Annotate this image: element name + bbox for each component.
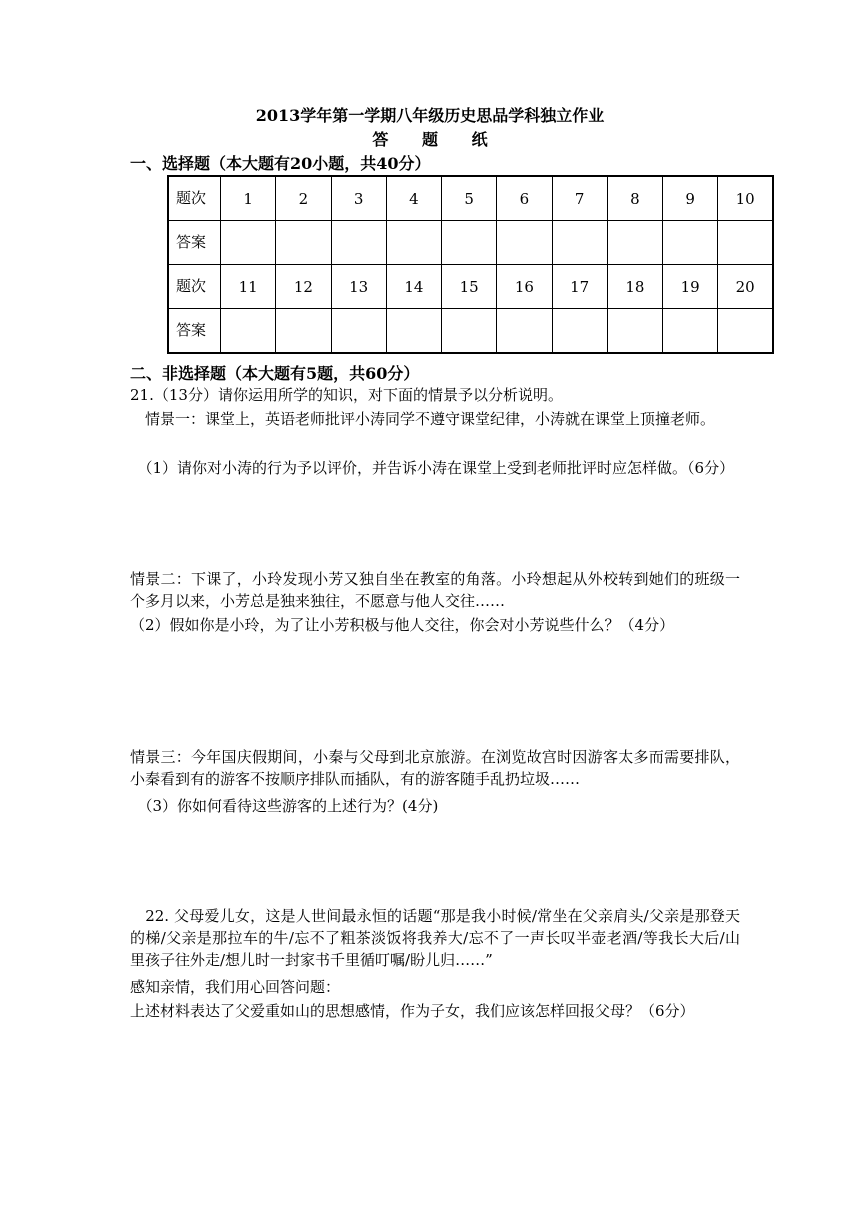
question-21-scene-1: 情景一：课堂上，英语老师批评小涛同学不遵守课堂纪律，小涛就在课堂上顶撞老师。 <box>130 410 716 428</box>
answer-cell[interactable] <box>663 309 718 354</box>
answer-cell[interactable] <box>221 221 276 265</box>
answer-cell[interactable] <box>386 309 441 354</box>
question-number-cell: 20 <box>718 265 773 309</box>
row-label-number: 题次 <box>168 176 221 221</box>
question-22-question: 上述材料表达了父爱重如山的思想感情，作为子女，我们应该怎样回报父母？（6分） <box>130 1002 695 1020</box>
question-21-scene-2: 情景二：下课了，小玲发现小芳又独自坐在教室的角落。小玲想起从外校转到她们的班级一个多月以来，小芳总是独来独往，不愿意与他人交往…… <box>130 570 740 610</box>
answer-cell[interactable] <box>276 221 331 265</box>
answer-cell[interactable] <box>497 221 552 265</box>
answer-cell[interactable] <box>718 309 773 354</box>
question-number-cell: 8 <box>607 176 662 221</box>
question-number-cell: 17 <box>552 265 607 309</box>
row-label-number: 题次 <box>168 265 221 309</box>
question-number-cell: 19 <box>663 265 718 309</box>
answer-grid-table <box>167 175 774 354</box>
row-label-answer: 答案 <box>168 221 221 265</box>
question-number-cell: 13 <box>331 265 386 309</box>
answer-cell[interactable] <box>386 221 441 265</box>
question-22-text: 22. 父母爱儿女，这是人世间最永恒的话题“那是我小时候/常坐在父亲肩头/父亲是那登天的梯/父亲是那拉车的牛/忘不了粗茶淡饭将我养大/忘不了一声长叹半壶老酒/等我长大后/山里孩子往外走/想儿时一封家书千里循叮嘱/盼儿归……” <box>130 907 740 969</box>
question-number-cell: 2 <box>276 176 331 221</box>
answer-cell[interactable] <box>497 309 552 354</box>
question-number-cell: 18 <box>607 265 662 309</box>
answer-cell[interactable] <box>221 309 276 354</box>
question-number-cell: 3 <box>331 176 386 221</box>
section-1-heading: 一、选择题（本大题有20小题，共40分） <box>130 154 431 173</box>
answer-cell[interactable] <box>331 221 386 265</box>
question-number-cell: 14 <box>386 265 441 309</box>
question-number-cell: 1 <box>221 176 276 221</box>
question-21-part-3: （3）你如何看待这些游客的上述行为？(4分) <box>130 797 439 815</box>
question-number-cell: 6 <box>497 176 552 221</box>
question-21-part-2: （2）假如你是小玲，为了让小芳积极与他人交往，你会对小芳说些什么？（4分） <box>130 616 675 634</box>
question-21-part-1: （1）请你对小涛的行为予以评价，并告诉小涛在课堂上受到老师批评时应怎样做。（6分） <box>130 459 735 477</box>
row-label-answer: 答案 <box>168 309 221 354</box>
answer-cell[interactable] <box>718 221 773 265</box>
question-number-cell: 11 <box>221 265 276 309</box>
question-22-prompt: 感知亲情，我们用心回答问题： <box>130 978 341 996</box>
question-number-cell: 10 <box>718 176 773 221</box>
document-title: 2013学年第一学期八年级历史思品学科独立作业 <box>255 106 605 125</box>
question-number-cell: 16 <box>497 265 552 309</box>
question-number-cell: 4 <box>386 176 441 221</box>
answer-cell[interactable] <box>607 221 662 265</box>
table-row <box>168 221 773 265</box>
answer-cell[interactable] <box>331 309 386 354</box>
answer-cell[interactable] <box>442 221 497 265</box>
answer-cell[interactable] <box>442 309 497 354</box>
question-number-cell: 12 <box>276 265 331 309</box>
question-number-cell: 15 <box>442 265 497 309</box>
table-row <box>168 309 773 354</box>
question-21-intro: 21.（13分）请你运用所学的知识，对下面的情景予以分析说明。 <box>130 386 563 404</box>
section-2-heading: 二、非选择题（本大题有5题，共60分） <box>130 364 420 383</box>
question-number-cell: 5 <box>442 176 497 221</box>
table-row <box>168 265 773 309</box>
answer-cell[interactable] <box>552 221 607 265</box>
answer-cell[interactable] <box>552 309 607 354</box>
question-number-cell: 7 <box>552 176 607 221</box>
answer-cell[interactable] <box>276 309 331 354</box>
question-21-scene-3: 情景三：今年国庆假期间，小秦与父母到北京旅游。在浏览故宫时因游客太多而需要排队，小秦看到有的游客不按顺序排队而插队，有的游客随手乱扔垃圾…… <box>130 748 740 788</box>
table-row <box>168 176 773 221</box>
answer-cell[interactable] <box>607 309 662 354</box>
answer-cell[interactable] <box>663 221 718 265</box>
document-subtitle: 答 题 纸 <box>372 130 502 149</box>
question-number-cell: 9 <box>663 176 718 221</box>
